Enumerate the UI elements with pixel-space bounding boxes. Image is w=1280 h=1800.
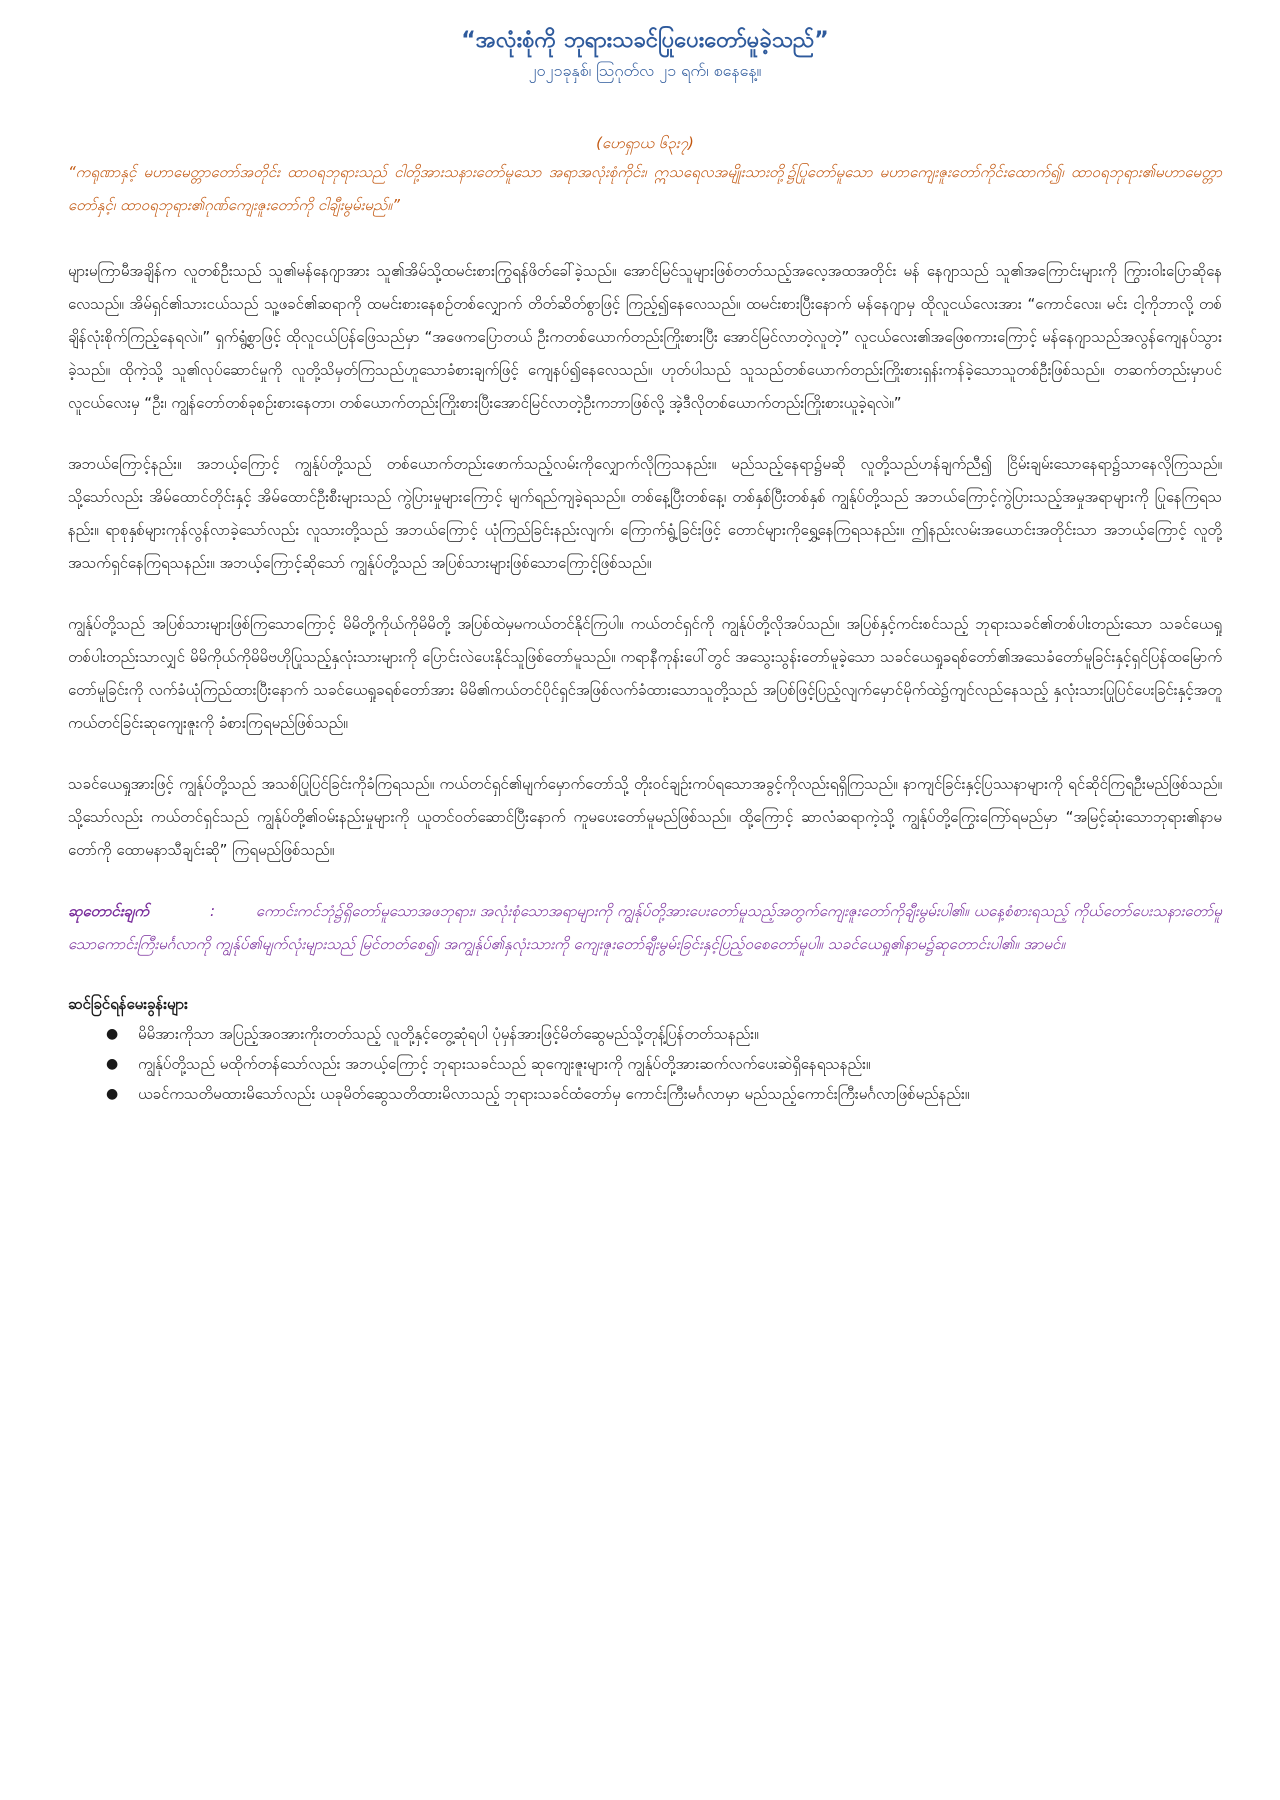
list-item bbox=[106, 1019, 1222, 1049]
prayer-text: ကောင်းကင်ဘုံ၌ရှိတော်မူသောအဖဘုရား၊ အလုံးစုံသောအရာများကို ကျွန်ုပ်တို့အားပေးတော်မူသည့်အတွက်ကျေးဇူးတော်ကိုချီးမွမ်းပါ၏။ ယနေ့စံစားရသည့် ကိုယ်တော်ပေးသနားတော်မူသောကောင်းကြီးမင်္ဂလာကို ကျွန်ုပ်၏မျက်လုံးများသည် မြင်တတ်စေ၍၊ အကျွန်ုပ်၏နှလုံးသားကို ကျေးဇူးတော်ချီးမွမ်းခြင်းနှင့်ပြည့်ဝစေတော်မူပါ။ သခင်ယေရှု၏နာမ၌ဆုတောင်းပါ၏။ အာမင်။ bbox=[68, 902, 1222, 953]
question-list bbox=[68, 1019, 1222, 1109]
bullet-icon: ● bbox=[106, 1056, 119, 1072]
question-text: ကျွန်ုပ်တို့သည် မထိုက်တန်သော်လည်း အဘယ့်ကြောင့် ဘုရားသခင်သည် ဆုကျေးဇူးများကို ကျွန်ုပ်တို့အားဆက်လက်ပေးဆဲရှိနေရသနည်း။ bbox=[138, 1055, 871, 1073]
scripture-block bbox=[68, 130, 1222, 222]
scripture-quote: “ကရုဏာနှင့် မဟာမေတ္တာတော်အတိုင်း ထာဝရဘုရားသည် ငါတို့အားသနားတော်မူသော အရာအလုံးစုံကိုင်း၊ ဣသရေလအမျိုးသားတို့၌ပြုတော်မူသော မဟာကျေးဇူးတော်ကိုင်းထောက်၍၊ ထာဝရဘုရား၏မဟာမေတ္တာတော်နှင့်၊ ထာဝရဘုရား၏ဂုဏ်ကျေးဇူးတော်ကို ငါချီးမွမ်းမည်။” bbox=[68, 163, 1222, 214]
body-paragraph-4: သခင်ယေရှုအားဖြင့် ကျွန်ုပ်တို့သည် အသစ်ပြုပြင်ခြင်းကိုခံကြရသည်။ ကယ်တင်ရှင်၏မျက်မှောက်တော်သို့ တိုးဝင်ချဉ်းကပ်ရသောအခွင့်ကိုလည်းရရှိကြသည်။ နာကျင်ခြင်းနှင့်ပြဿနာများကို ရင်ဆိုင်ကြရဦးမည်ဖြစ်သည်။ သို့သော်လည်း ကယ်တင်ရှင်သည် ကျွန်ုပ်တို့၏ဝမ်းနည်းမှုများကို ယူတင်ဝတ်ဆောင်ပြီးနောက် ကူမပေးတော်မူမည်ဖြစ်သည်။ ထို့ကြောင့် ဆာလံဆရာကဲ့သို့ ကျွန်ုပ်တို့ကြွေးကြော်ရမည်မှာ “အမြင့်ဆုံးသောဘုရား၏နာမတော်ကို ထောမနာသီချင်းဆို” ကြရမည်ဖြစ်သည်။ bbox=[68, 775, 1222, 859]
list-item bbox=[106, 1049, 1222, 1079]
prayer-label: ဆုတောင်းချက် bbox=[68, 902, 150, 920]
reflection-questions bbox=[68, 989, 1222, 1109]
body-paragraph-2: အဘယ်ကြောင့်နည်း။ အဘယ့်ကြောင့် ကျွန်ုပ်တို့သည် တစ်ယောက်တည်းဖောက်သည့်လမ်းကိုလျှောက်လိုကြသနည်း။ မည်သည့်နေရာ၌မဆို လူတို့သည်ဟန်ချက်ညီ၍ ငြိမ်းချမ်းသောနေရာ၌သာနေလိုကြသည်။ သို့သော်လည်း အိမ်ထောင်တိုင်းနှင့် အိမ်ထောင်ဦးစီးများသည် ကွဲပြားမှုများကြောင့် မျက်ရည်ကျခဲ့ရသည်။ တစ်နေ့ပြီးတစ်နေ့၊ တစ်နှစ်ပြီးတစ်နှစ် ကျွန်ုပ်တို့သည် အဘယ်ကြောင့်ကွဲပြားသည့်အမှုအရာများကို ပြုနေကြရသနည်း။ ရာစုနှစ်များကုန်လွန်လာခဲ့သော်လည်း လူသားတို့သည် အဘယ်ကြောင့် ယုံကြည်ခြင်းနည်းလျက်၊ ကြောက်ရွံ့ခြင်းဖြင့် တောင်များကိုရွှေ့နေကြရသနည်း။ ဤနည်းလမ်းအယောင်းအတိုင်းသာ အဘယ့်ကြောင့် လူတို့အသက်ရှင်နေကြရသနည်း။ အဘယ့်ကြောင့်ဆိုသော် ကျွန်ုပ်တို့သည် အပြစ်သားများဖြစ်သောကြောင့်ဖြစ်သည်။ bbox=[68, 455, 1222, 572]
prayer-block bbox=[68, 895, 1222, 961]
body-paragraph-1: များမကြာမီအချိန်က လူတစ်ဦးသည် သူ၏မန်နေဂျာအား သူ၏အိမ်သို့ထမင်းစားကြွရန်ဖိတ်ခေါ်ခဲ့သည်။ အောင်မြင်သူများဖြစ်တတ်သည့်အလေ့အထအတိုင်း မန် နေဂျာသည် သူ၏အကြောင်းများကို ကြွားဝါးပြောဆိုနေလေသည်။ အိမ်ရှင်၏သားငယ်သည် သူ့ဖခင်၏ဆရာကို ထမင်းစားနေစဉ်တစ်လျှောက် တိတ်ဆိတ်စွာဖြင့် ကြည့်၍နေလေသည်။ ထမင်းစားပြီးနောက် မန်နေဂျာမှ ထိုလူငယ်လေးအား “ကောင်လေး၊ မင်း ငါ့ကိုဘာလို့ တစ်ချိန်လုံးစိုက်ကြည့်နေရလဲ။” ရှက်ရွံ့စွာဖြင့် ထိုလူငယ်ပြန်ဖြေသည်မှာ “အဖေကပြောတယ် ဦးကတစ်ယောက်တည်းကြိုးစားပြီး အောင်မြင်လာတဲ့လူတဲ့” လူငယ်လေး၏အဖြေစကားကြောင့် မန်နေဂျာသည်အလွန်ကျေနပ်သွားခဲ့သည်။ ထိုကဲ့သို့ သူ၏လုပ်ဆောင်မှုကို လူတို့သိမှတ်ကြသည်ဟူသောခံစားချက်ဖြင့် ကျေနပ်၍နေလေသည်။ ဟုတ်ပါသည် သူသည်တစ်ယောက်တည်းကြိုးစားရှန်းကန်ခဲ့သောသူတစ်ဦးဖြစ်သည်။ တဆက်တည်းမှာပင် လူငယ်လေးမှ “ဦး၊ ကျွန်တော်တစ်ခုစဉ်းစားနေတာ၊ တစ်ယောက်တည်းကြိုးစားပြီးအောင်မြင်လာတဲ့ဦးကဘာဖြစ်လို့ အဲ့ဒီလိုတစ်ယောက်တည်းကြိုးစားယူခဲ့ရလဲ။” bbox=[68, 262, 1222, 412]
date-line: ၂၀၂၁ခုနှစ်၊ ဩဂုတ်လ ၂၁ ရက်၊ စနေနေ့။ bbox=[528, 61, 762, 80]
bullet-icon: ● bbox=[106, 1026, 119, 1042]
question-text: မိမိအားကိုသာ အပြည့်အဝအားကိုးတတ်သည့် လူတို့နှင့်တွေ့ဆုံရပါ ပုံမှန်အားဖြင့်မိတ်ဆွေမည်သို့တုန့်ပြန်တတ်သနည်း။ bbox=[138, 1025, 759, 1043]
body-paragraph-3: ကျွန်ုပ်တို့သည် အပြစ်သားများဖြစ်ကြသောကြောင့် မိမိတို့ကိုယ်ကိုမိမိတို့ အပြစ်ထဲမှမကယ်တင်နိုင်ကြပါ။ ကယ်တင်ရှင်ကို ကျွန်ုပ်တို့လိုအပ်သည်။ အပြစ်နှင့်ကင်းစင်သည့် ဘုရားသခင်၏တစ်ပါးတည်းသော သခင်ယေရှုတစ်ပါးတည်းသာလျှင် မိမိကိုယ်ကိုမိမိဗဟိုပြုသည့်နှလုံးသားများကို ပြောင်းလဲပေးနိုင်သူဖြစ်တော်မူသည်။ ကရာနီကုန်းပေါ်တွင် အသွေးသွန်းတော်မူခဲ့သော သခင်ယေရှုခရစ်တော်၏အသေခံတော်မူခြင်းနှင့်ရှင်ပြန်ထမြောက်တော်မူခြင်းကို လက်ခံယုံကြည်ထားပြီးနောက် သခင်ယေရှုခရစ်တော်အား မိမိ၏ကယ်တင်ပိုင်ရှင်အဖြစ်လက်ခံထားသောသူတို့သည် အပြစ်ဖြင့်ပြည့်လျက်မှောင်မိုက်ထဲ၌ကျင်လည်နေသည့် နှလုံးသားပြုပြင်ပေးခြင်းနှင့်အတူ ကယ်တင်ခြင်းဆုကျေးဇူးကို ခံစားကြရမည်ဖြစ်သည်။ bbox=[68, 615, 1222, 732]
bullet-icon: ● bbox=[106, 1086, 119, 1102]
scripture-reference: (ဟေရှာယ ၆၃း၇) bbox=[596, 134, 694, 152]
document-header bbox=[68, 24, 1222, 84]
prayer-separator: : bbox=[209, 902, 216, 920]
questions-heading: ဆင်ခြင်ရန်မေးခွန်းများ bbox=[68, 995, 188, 1013]
question-text: ယခင်ကသတိမထားမိသော်လည်း ယခုမိတ်ဆွေသတိထားမိလာသည့် ဘုရားသခင်ထံတော်မှ ကောင်းကြီးမင်္ဂလာမှာ မည်သည့်ကောင်းကြီးမင်္ဂလာဖြစ်မည်နည်း။ bbox=[138, 1085, 970, 1103]
list-item bbox=[106, 1079, 1222, 1109]
page-title: “အလုံးစုံကို ဘုရားသခင်ပြုပေးတော်မူခဲ့သည်” bbox=[461, 28, 829, 53]
